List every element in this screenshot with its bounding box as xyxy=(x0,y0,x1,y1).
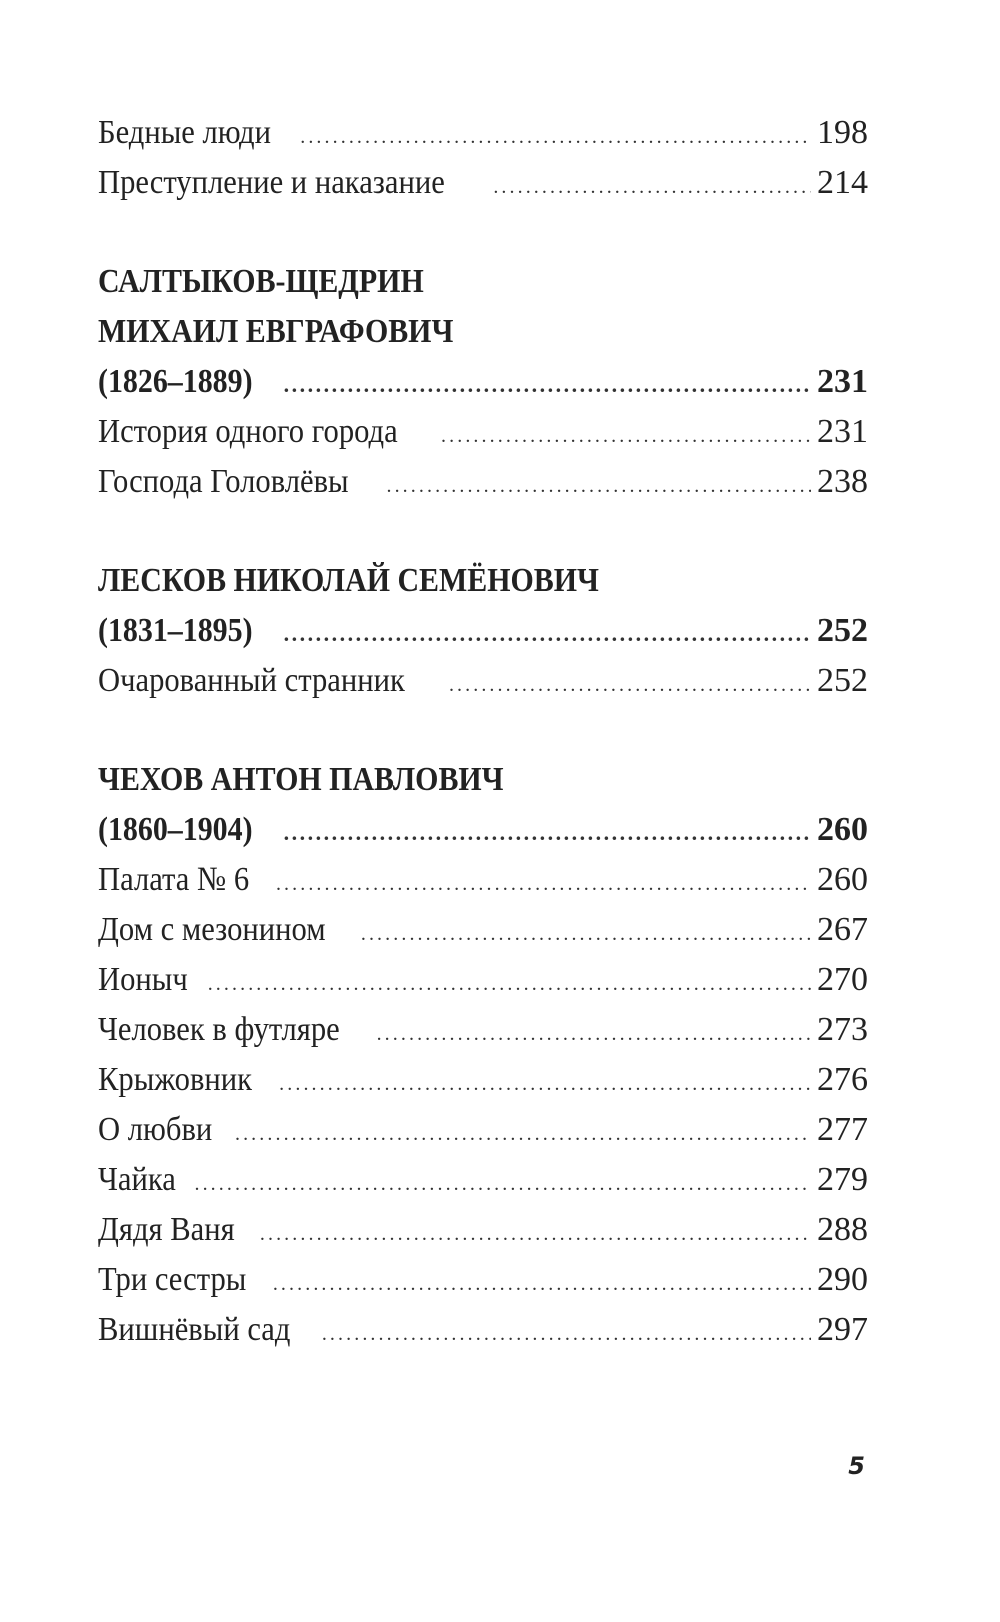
entry-title: Господа Головлёвы xyxy=(98,463,349,500)
leader-dots xyxy=(194,1159,811,1209)
toc-entry[interactable] xyxy=(98,1255,868,1305)
entry-page: 277 xyxy=(817,1111,868,1148)
leader-dots xyxy=(273,1259,811,1309)
entry-page: 297 xyxy=(817,1311,868,1348)
toc-entry[interactable] xyxy=(98,407,868,457)
table-of-contents xyxy=(98,108,868,1355)
leader-dots xyxy=(386,461,811,511)
toc-entry[interactable] xyxy=(98,855,868,905)
section-gap xyxy=(98,706,868,755)
entry-page: 270 xyxy=(817,961,868,998)
leader-dots xyxy=(441,411,811,461)
entry-page: 288 xyxy=(817,1211,868,1248)
entry-page: 273 xyxy=(817,1011,868,1048)
entry-page: 252 xyxy=(817,662,868,699)
entry-title: Человек в футляре xyxy=(98,1011,340,1048)
leader-dots xyxy=(260,1209,811,1259)
entry-title: Бедные люди xyxy=(98,114,272,151)
entry-page: 290 xyxy=(817,1261,868,1298)
entry-title: Крыжовник xyxy=(98,1061,253,1098)
author-years: (1831–1895) xyxy=(98,612,253,649)
author-years-entry[interactable] xyxy=(98,805,868,855)
author-years-entry[interactable] xyxy=(98,606,868,656)
leader-dots xyxy=(284,360,811,410)
leader-dots xyxy=(276,859,811,909)
entry-title: О любви xyxy=(98,1111,213,1148)
entry-page: 260 xyxy=(817,861,868,898)
entry-page: 231 xyxy=(817,413,868,450)
toc-entry[interactable] xyxy=(98,457,868,507)
entry-title: Дядя Ваня xyxy=(98,1211,235,1248)
author-years: (1860–1904) xyxy=(98,811,253,848)
entry-page: 279 xyxy=(817,1161,868,1198)
toc-entry[interactable] xyxy=(98,1155,868,1205)
author-name-line: ЛЕСКОВ НИКОЛАЙ СЕМЁНОВИЧ xyxy=(98,562,599,599)
toc-entry[interactable] xyxy=(98,1105,868,1155)
entry-page: 198 xyxy=(817,114,868,151)
leader-dots xyxy=(493,162,811,212)
entry-title: Дом с мезонином xyxy=(98,911,326,948)
author-section xyxy=(98,755,868,1355)
toc-entry[interactable] xyxy=(98,1205,868,1255)
toc-entry[interactable] xyxy=(98,955,868,1005)
entry-page: 276 xyxy=(817,1061,868,1098)
leader-dots xyxy=(322,1309,811,1359)
author-page: 252 xyxy=(817,612,868,649)
toc-entry[interactable] xyxy=(98,1305,868,1355)
author-years: (1826–1889) xyxy=(98,363,253,400)
leader-dots xyxy=(300,112,811,162)
author-name-line: МИХАИЛ ЕВГРАФОВИЧ xyxy=(98,313,454,350)
toc-entry[interactable] xyxy=(98,108,868,158)
leader-dots xyxy=(208,959,811,1009)
toc-entry[interactable] xyxy=(98,905,868,955)
leader-dots xyxy=(449,660,811,710)
section-gap xyxy=(98,507,868,556)
entry-title: Очарованный странник xyxy=(98,662,405,699)
entry-title: История одного города xyxy=(98,413,398,450)
entry-title: Ионыч xyxy=(98,961,188,998)
entry-page: 238 xyxy=(817,463,868,500)
leader-dots xyxy=(279,1059,811,1109)
author-page: 231 xyxy=(817,363,868,400)
entry-title: Палата № 6 xyxy=(98,861,250,898)
entry-title: Вишнёвый сад xyxy=(98,1311,291,1348)
entry-title: Преступление и наказание xyxy=(98,164,445,201)
page-number: 5 xyxy=(848,1452,865,1480)
toc-entry[interactable] xyxy=(98,1005,868,1055)
author-page: 260 xyxy=(817,811,868,848)
entry-page: 214 xyxy=(817,164,868,201)
author-name-line: ЧЕХОВ АНТОН ПАВЛОВИЧ xyxy=(98,761,504,798)
author-section xyxy=(98,257,868,507)
author-years-entry[interactable] xyxy=(98,357,868,407)
toc-entry[interactable] xyxy=(98,656,868,706)
author-name-line: САЛТЫКОВ-ЩЕДРИН xyxy=(98,263,424,300)
leader-dots xyxy=(377,1009,811,1059)
toc-entry[interactable] xyxy=(98,1055,868,1105)
entry-title: Три сестры xyxy=(98,1261,247,1298)
entry-page: 267 xyxy=(817,911,868,948)
section-gap xyxy=(98,208,868,257)
toc-entry[interactable] xyxy=(98,158,868,208)
author-section xyxy=(98,556,868,706)
leader-dots xyxy=(235,1109,811,1159)
leader-dots xyxy=(284,808,811,858)
leader-dots xyxy=(284,609,811,659)
leader-dots xyxy=(361,909,811,959)
entry-title: Чайка xyxy=(98,1161,176,1198)
